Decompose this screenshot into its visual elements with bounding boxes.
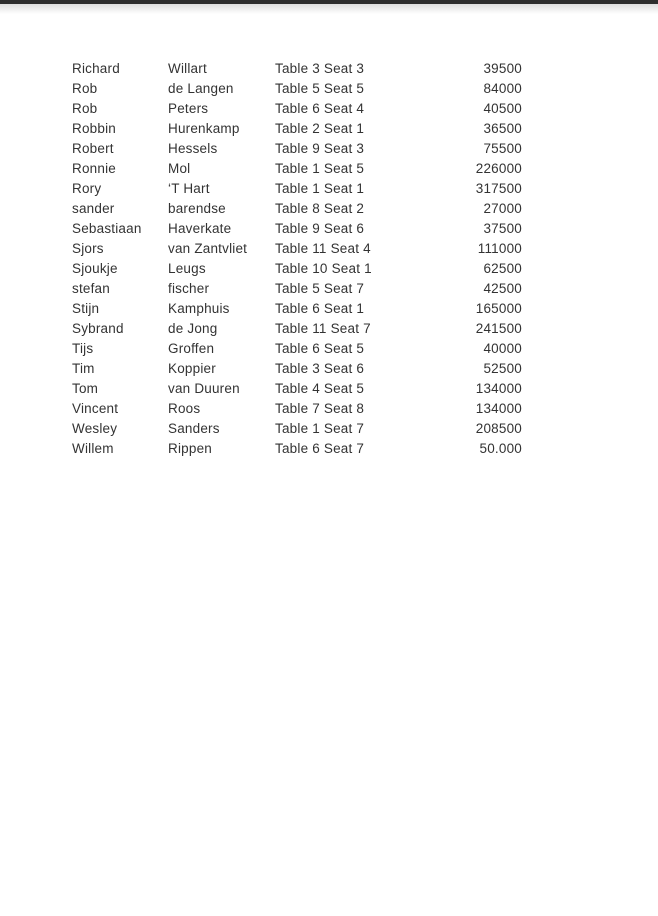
- player-last-name: Haverkate: [168, 221, 232, 236]
- player-last-name: Rippen: [168, 441, 212, 456]
- player-first-name: Vincent: [72, 401, 119, 416]
- player-row: [72, 379, 522, 399]
- player-chip-count: 40500: [483, 101, 522, 116]
- player-row: [72, 439, 522, 459]
- player-first-name: Willem: [72, 441, 114, 456]
- player-last-name: van Duuren: [168, 381, 240, 396]
- player-seat: Table 1 Seat 5: [275, 161, 365, 176]
- player-row: [72, 359, 522, 379]
- player-chip-count: 111000: [477, 241, 522, 256]
- player-chip-count: 241500: [475, 321, 522, 336]
- player-seat: Table 6 Seat 7: [275, 441, 365, 456]
- player-first-name: Rory: [72, 181, 102, 196]
- player-chip-count: 42500: [483, 281, 522, 296]
- player-chip-count: 52500: [483, 361, 522, 376]
- player-chip-count: 165000: [475, 301, 522, 316]
- player-last-name: Peters: [168, 101, 209, 116]
- player-chip-count: 208500: [475, 421, 522, 436]
- player-seat: Table 2 Seat 1: [275, 121, 365, 136]
- player-first-name: Rob: [72, 101, 98, 116]
- player-first-name: Wesley: [72, 421, 118, 436]
- player-seat: Table 10 Seat 1: [275, 261, 372, 276]
- player-chip-count: 134000: [475, 401, 522, 416]
- player-last-name: Hessels: [168, 141, 218, 156]
- player-last-name: fischer: [168, 281, 210, 296]
- player-chip-count: 317500: [475, 181, 522, 196]
- player-last-name: van Zantvliet: [168, 241, 248, 256]
- player-chip-count: 75500: [483, 141, 522, 156]
- player-seat: Table 7 Seat 8: [275, 401, 365, 416]
- player-last-name: Sanders: [168, 421, 220, 436]
- player-last-name: Koppier: [168, 361, 216, 376]
- player-last-name: Groffen: [168, 341, 215, 356]
- player-row: [72, 159, 522, 179]
- player-last-name: ‘T Hart: [168, 181, 210, 196]
- player-seat: Table 11 Seat 4: [275, 241, 371, 256]
- player-last-name: de Jong: [168, 321, 218, 336]
- player-row: [72, 239, 522, 259]
- player-seat: Table 3 Seat 3: [275, 61, 365, 76]
- player-seat: Table 6 Seat 1: [275, 301, 365, 316]
- player-seat: Table 1 Seat 1: [275, 181, 365, 196]
- player-seat: Table 9 Seat 6: [275, 221, 365, 236]
- player-row: [72, 139, 522, 159]
- player-chip-count: 39500: [483, 61, 522, 76]
- player-last-name: Mol: [168, 161, 191, 176]
- player-chip-count: 36500: [483, 121, 522, 136]
- player-row: [72, 319, 522, 339]
- player-chip-count: 40000: [483, 341, 522, 356]
- player-first-name: Sebastiaan: [72, 221, 142, 236]
- player-row: [72, 299, 522, 319]
- player-row: [72, 99, 522, 119]
- player-last-name: Willart: [168, 61, 207, 76]
- player-last-name: Leugs: [168, 261, 206, 276]
- player-first-name: Sjors: [72, 241, 104, 256]
- player-list: [72, 59, 522, 459]
- player-seat: Table 6 Seat 4: [275, 101, 365, 116]
- player-first-name: sander: [72, 201, 115, 216]
- player-first-name: Ronnie: [72, 161, 116, 176]
- player-first-name: Tom: [72, 381, 99, 396]
- player-row: [72, 399, 522, 419]
- player-first-name: Sjoukje: [72, 261, 118, 276]
- player-seat: Table 5 Seat 5: [275, 81, 365, 96]
- player-first-name: Robbin: [72, 121, 116, 136]
- player-last-name: barendse: [168, 201, 226, 216]
- player-seat: Table 6 Seat 5: [275, 341, 365, 356]
- player-row: [72, 59, 522, 79]
- player-seat: Table 9 Seat 3: [275, 141, 365, 156]
- player-chip-count: 62500: [483, 261, 522, 276]
- player-row: [72, 79, 522, 99]
- player-chip-count: 84000: [483, 81, 522, 96]
- player-chip-count: 50.000: [479, 441, 522, 456]
- player-first-name: Tim: [72, 361, 95, 376]
- player-row: [72, 119, 522, 139]
- player-row: [72, 279, 522, 299]
- player-seat: Table 1 Seat 7: [275, 421, 365, 436]
- player-chip-count: 226000: [475, 161, 522, 176]
- player-first-name: Tijs: [72, 341, 94, 356]
- player-seat: Table 4 Seat 5: [275, 381, 365, 396]
- player-first-name: Rob: [72, 81, 98, 96]
- player-first-name: stefan: [72, 281, 110, 296]
- player-seat: Table 8 Seat 2: [275, 201, 365, 216]
- player-first-name: Richard: [72, 61, 120, 76]
- player-row: [72, 339, 522, 359]
- player-first-name: Stijn: [72, 301, 100, 316]
- player-chip-count: 134000: [475, 381, 522, 396]
- player-last-name: Kamphuis: [168, 301, 230, 316]
- player-chip-count: 27000: [483, 201, 522, 216]
- top-bar-shadow: [0, 4, 658, 14]
- player-seat: Table 3 Seat 6: [275, 361, 365, 376]
- player-row: [72, 219, 522, 239]
- player-row: [72, 259, 522, 279]
- player-last-name: de Langen: [168, 81, 234, 96]
- player-last-name: Roos: [168, 401, 201, 416]
- player-last-name: Hurenkamp: [168, 121, 240, 136]
- player-row: [72, 179, 522, 199]
- player-row: [72, 199, 522, 219]
- player-first-name: Sybrand: [72, 321, 124, 336]
- player-seat: Table 11 Seat 7: [275, 321, 371, 336]
- player-row: [72, 419, 522, 439]
- player-seat: Table 5 Seat 7: [275, 281, 365, 296]
- player-chip-count: 37500: [483, 221, 522, 236]
- player-first-name: Robert: [72, 141, 114, 156]
